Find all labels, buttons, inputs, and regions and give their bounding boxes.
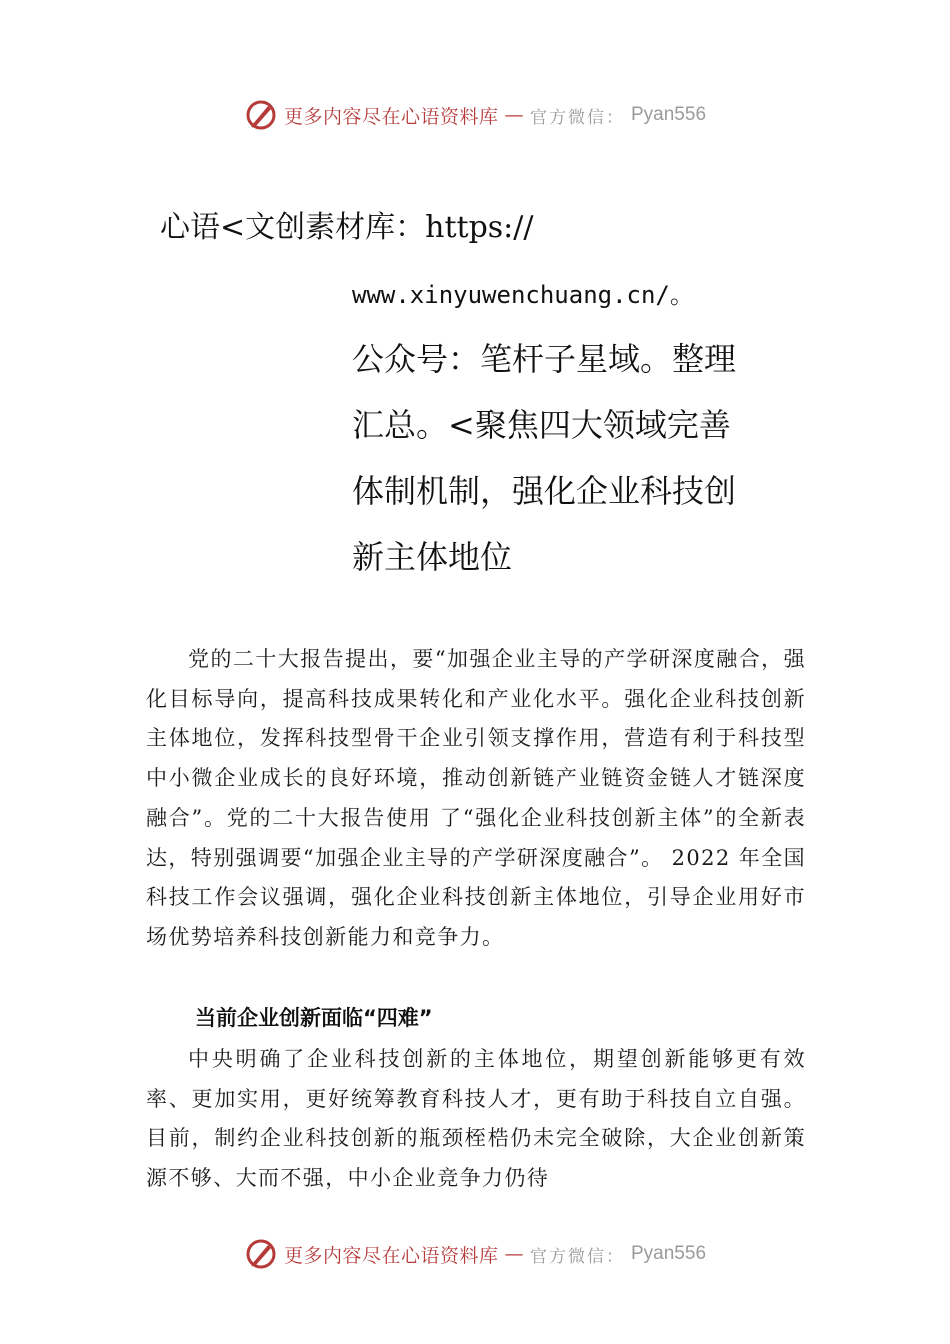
paragraph-1: 党的二十大报告提出，要“加强企业主导的产学研深度融合，强化目标导向，提高科技成果转化和产业化水平。强化企业科技创新主体地位，发挥科技型骨干企业引领支撑作用，营造有利于科技型中小微企业成长的良好环境，推动创新链产业链资金链人才链深度融合”。党的二十大报告使用 了“强化企业科技创新主体”的全新表达，特别强调要“加强企业主导的产学研深度融合”。 2022 年全国科技工作会议强调，强化企业科技创新主体地位，引导企业用好市场优势培养科技创新能力和竞争力。	[146, 647, 806, 949]
quill-logo-icon	[244, 1237, 278, 1271]
title-line-3: 公众号：笔杆子星域。整理	[352, 340, 737, 378]
title-line-5: 体制机制，强化企业科技创	[352, 472, 737, 510]
title-url: www.xinyuwenchuang.cn/。	[352, 281, 694, 309]
section-heading: 当前企业创新面临“四难”	[195, 1006, 433, 1030]
footer-banner	[0, 1234, 950, 1274]
title-line-4: 汇总。<聚焦四大领域完善	[352, 406, 731, 444]
banner-wechat-label: 官方微信：	[530, 1246, 625, 1267]
banner-separator: —	[504, 104, 524, 126]
paragraph-2: 中央明确了企业科技创新的主体地位，期望创新能够更有效率、更加实用，更好统筹教育科技人才，更有助于科技自立自强。目前，制约企业科技创新的瓶颈桎梏仍未完全破除，大企业创新策源不够、大而不强，中小企业竞争力仍待	[146, 1047, 806, 1191]
header-banner	[0, 95, 950, 135]
banner-separator: —	[504, 1243, 524, 1265]
quill-logo-icon	[244, 98, 278, 132]
banner-wechat-id: Pyan556	[631, 104, 707, 125]
title-line-6: 新主体地位	[352, 538, 513, 576]
banner-wechat-label: 官方微信：	[530, 107, 625, 128]
banner-wechat-id: Pyan556	[631, 1243, 707, 1264]
banner-text: 更多内容尽在心语资料库	[283, 1244, 499, 1267]
title-line-1: 心语<文创素材库：https://	[160, 210, 534, 245]
banner-text: 更多内容尽在心语资料库	[283, 105, 499, 128]
